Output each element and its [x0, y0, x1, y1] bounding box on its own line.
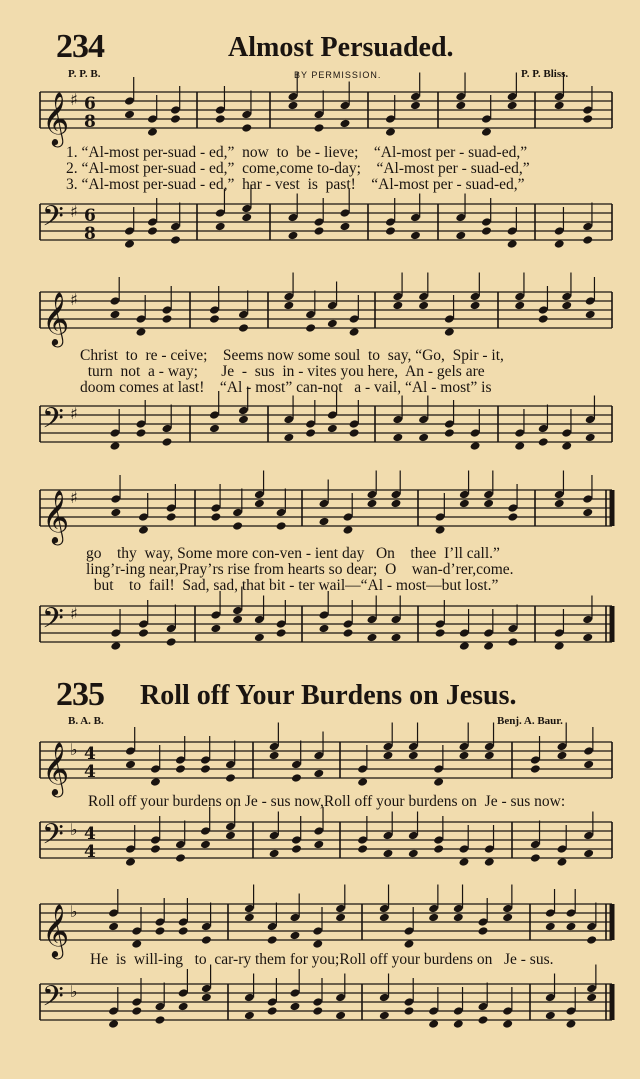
notehead: [147, 226, 158, 236]
notehead: [170, 114, 181, 124]
hymn-234-system-2-treble: [0, 284, 640, 344]
notehead: [283, 301, 294, 311]
time-signature-top: 6: [84, 94, 96, 114]
notehead: [418, 433, 429, 443]
notehead: [478, 1015, 489, 1025]
key-signature-icon: ♯: [70, 404, 78, 423]
notehead: [453, 913, 464, 923]
notehead: [238, 323, 249, 333]
notehead: [124, 110, 135, 120]
notehead: [538, 314, 549, 324]
key-signature-icon: ♭: [70, 740, 78, 759]
notehead: [507, 101, 518, 111]
bass-clef-icon: 𝄢: [42, 200, 64, 240]
notehead: [557, 751, 568, 761]
treble-clef-icon: 𝄞: [42, 741, 70, 795]
bass-clef-icon: 𝄢: [42, 818, 64, 858]
hymn-235-composer: Benj. A. Baur.: [497, 715, 563, 727]
notehead: [291, 844, 302, 854]
key-signature-icon: ♭: [70, 902, 78, 921]
notehead: [383, 751, 394, 761]
notehead: [291, 773, 302, 783]
hymn-234-verse-3-line-2: doom comes at last! “Al - most” can-not a - vail, “Al - most” is: [80, 379, 492, 396]
notehead: [276, 521, 287, 531]
notehead: [470, 441, 481, 451]
key-signature-icon: ♭: [70, 982, 78, 1001]
notehead: [545, 922, 556, 932]
bass-clef-icon: 𝄢: [42, 980, 64, 1020]
notehead: [478, 926, 489, 936]
notehead: [147, 127, 158, 137]
notehead: [125, 760, 136, 770]
notehead: [483, 641, 494, 651]
hymn-234-system-1-treble: [0, 84, 640, 144]
notehead: [484, 857, 495, 867]
notehead: [125, 857, 136, 867]
notehead: [357, 844, 368, 854]
notehead: [484, 751, 495, 761]
hymn-234-verse-1-line-1: 1. “Al-most per-suad - ed,” now to be - lieve; “Al-most per - suad-ed,”: [66, 144, 528, 161]
notehead: [561, 301, 572, 311]
key-signature-icon: ♯: [70, 290, 78, 309]
notehead: [583, 849, 594, 859]
notehead: [383, 849, 394, 859]
notehead: [290, 1002, 301, 1012]
notehead: [178, 926, 189, 936]
hymn-234-verse-2-line-3: ling’r-ing near,Pray’rs rise from hearts so dear; O wan-d’rer,come.: [86, 561, 514, 578]
key-signature-icon: ♯: [70, 604, 78, 623]
notehead: [530, 764, 541, 774]
notehead: [340, 119, 351, 129]
notehead: [582, 633, 593, 643]
notehead: [408, 849, 419, 859]
notehead: [136, 428, 147, 438]
notehead: [379, 1011, 390, 1021]
notehead: [367, 633, 378, 643]
notehead: [561, 441, 572, 451]
notehead: [209, 424, 220, 434]
hymn-234-permission: BY PERMISSION.: [294, 70, 382, 80]
notehead: [530, 853, 541, 863]
notehead: [335, 1011, 346, 1021]
notehead: [433, 777, 444, 787]
notehead: [554, 499, 565, 509]
bass-clef-icon: 𝄢: [42, 402, 64, 442]
notehead: [232, 615, 243, 625]
notehead: [392, 433, 403, 443]
hymn-235-system-1-treble: [0, 734, 640, 794]
notehead: [404, 939, 415, 949]
hymn-234-system-1-bass: [0, 196, 640, 256]
notehead: [459, 641, 470, 651]
notehead: [349, 327, 360, 337]
hymn-235-line-1: Roll off your burdens on Je - sus now,Roll off your burdens on Je - sus now:: [88, 793, 566, 810]
key-signature-icon: ♯: [70, 90, 78, 109]
notehead: [200, 840, 211, 850]
notehead: [554, 239, 565, 249]
time-signature-top: 4: [84, 744, 96, 764]
notehead: [166, 512, 177, 522]
notehead: [385, 226, 396, 236]
key-signature-icon: ♭: [70, 820, 78, 839]
hymn-234-verse-1-line-3: go thy way, Some more con-ven - ient day On thee I’ll call.”: [86, 545, 500, 562]
hymn-235-title: Roll off Your Burdens on Jesus.: [140, 680, 517, 711]
hymn-234-verse-1-line-2: Christ to re - ceive; Seems now some soul to say, “Go, Spir - it,: [80, 347, 504, 364]
notehead: [108, 1019, 119, 1029]
hymn-235-line-2: He is will-ing to car-ry them for you;Roll off your burdens on Je - sus.: [90, 951, 554, 968]
notehead: [514, 301, 525, 311]
notehead: [481, 226, 492, 236]
notehead: [201, 993, 212, 1003]
notehead: [314, 226, 325, 236]
notehead: [428, 1019, 439, 1029]
notehead: [200, 764, 211, 774]
notehead: [312, 1006, 323, 1016]
notehead: [110, 441, 121, 451]
notehead: [343, 628, 354, 638]
notehead: [385, 127, 396, 137]
notehead: [155, 926, 166, 936]
notehead: [408, 751, 419, 761]
notehead: [586, 935, 597, 945]
hymn-235-author: B. A. B.: [68, 715, 104, 727]
notehead: [162, 437, 173, 447]
notehead: [232, 521, 243, 531]
notehead: [131, 1006, 142, 1016]
notehead: [314, 123, 325, 133]
notehead: [110, 508, 121, 518]
notehead: [175, 853, 186, 863]
notehead: [470, 301, 481, 311]
notehead: [433, 844, 444, 854]
notehead: [582, 114, 593, 124]
notehead: [554, 641, 565, 651]
notehead: [254, 499, 265, 509]
notehead: [538, 437, 549, 447]
notehead: [131, 939, 142, 949]
notehead: [150, 777, 161, 787]
hymn-234-verse-3-line-1: 3. “Al-most per-suad - ed,” har - vest is past! “Al-most per - suad-ed,”: [66, 176, 525, 193]
notehead: [435, 525, 446, 535]
notehead: [288, 101, 299, 111]
notehead: [582, 508, 593, 518]
time-signature-bottom: 4: [84, 762, 96, 782]
notehead: [155, 1015, 166, 1025]
notehead: [244, 1011, 255, 1021]
notehead: [312, 939, 323, 949]
notehead: [305, 323, 316, 333]
notehead: [507, 637, 518, 647]
notehead: [367, 499, 378, 509]
notehead: [110, 310, 121, 320]
notehead: [585, 433, 596, 443]
hymn-235-system-1-bass: [0, 814, 640, 874]
notehead: [557, 857, 568, 867]
notehead: [319, 517, 330, 527]
notehead: [349, 428, 360, 438]
notehead: [410, 101, 421, 111]
notehead: [566, 1019, 577, 1029]
key-signature-icon: ♯: [70, 488, 78, 507]
notehead: [170, 235, 181, 245]
treble-clef-icon: 𝄞: [42, 91, 70, 145]
notehead: [428, 913, 439, 923]
notehead: [514, 441, 525, 451]
hymn-234-system-3-bass: [0, 598, 640, 658]
notehead: [502, 913, 513, 923]
hymn-234-verse-2-line-2: turn not a - way; Je - sus in - vites you here, An - gels are: [80, 363, 485, 380]
notehead: [244, 913, 255, 923]
notehead: [583, 760, 594, 770]
notehead: [455, 101, 466, 111]
hymn-235-system-2-treble: [0, 896, 640, 956]
notehead: [238, 415, 249, 425]
notehead: [391, 633, 402, 643]
notehead: [392, 301, 403, 311]
notehead: [241, 213, 252, 223]
hymn-234-composer: P. P. Bliss.: [521, 68, 569, 80]
notehead: [335, 913, 346, 923]
notehead: [162, 314, 173, 324]
hymn-234-author: P. P. B.: [68, 68, 101, 80]
notehead: [210, 512, 221, 522]
notehead: [313, 840, 324, 850]
time-signature-top: 4: [84, 824, 96, 844]
notehead: [444, 428, 455, 438]
notehead: [502, 1019, 513, 1029]
notehead: [124, 239, 135, 249]
notehead: [178, 1002, 189, 1012]
notehead: [566, 922, 577, 932]
notehead: [138, 628, 149, 638]
notehead: [459, 499, 470, 509]
hymn-234-system-2-bass: [0, 398, 640, 458]
notehead: [319, 624, 330, 634]
notehead: [459, 857, 470, 867]
notehead: [327, 424, 338, 434]
notehead: [254, 633, 265, 643]
notehead: [585, 310, 596, 320]
notehead: [215, 222, 226, 232]
notehead: [545, 1011, 556, 1021]
notehead: [175, 764, 186, 774]
notehead: [201, 935, 212, 945]
notehead: [108, 922, 119, 932]
notehead: [166, 637, 177, 647]
notehead: [391, 499, 402, 509]
hymn-234-verse-3-line-3: but to fail! Sad, sad, that bit - ter wail—“Al - most—but lost.”: [86, 577, 499, 594]
time-signature-bottom: 8: [84, 224, 96, 244]
notehead: [453, 1019, 464, 1029]
notehead: [483, 499, 494, 509]
notehead: [435, 628, 446, 638]
notehead: [410, 231, 421, 241]
notehead: [327, 319, 338, 329]
notehead: [241, 123, 252, 133]
notehead: [305, 428, 316, 438]
time-signature-bottom: 8: [84, 112, 96, 132]
treble-clef-icon: 𝄞: [42, 903, 70, 957]
notehead: [444, 327, 455, 337]
notehead: [209, 314, 220, 324]
bass-clef-icon: 𝄢: [42, 602, 64, 642]
notehead: [138, 525, 149, 535]
notehead: [269, 849, 280, 859]
notehead: [276, 628, 287, 638]
notehead: [283, 433, 294, 443]
time-signature-top: 6: [84, 206, 96, 226]
notehead: [459, 751, 470, 761]
treble-clef-icon: 𝄞: [42, 291, 70, 345]
notehead: [150, 844, 161, 854]
hymn-235-number: 235: [56, 676, 104, 713]
notehead: [404, 1006, 415, 1016]
notehead: [313, 769, 324, 779]
notehead: [582, 235, 593, 245]
hymn-235-system-2-bass: [0, 976, 640, 1036]
notehead: [357, 777, 368, 787]
notehead: [507, 239, 518, 249]
notehead: [554, 101, 565, 111]
notehead: [215, 114, 226, 124]
notehead: [343, 525, 354, 535]
notehead: [418, 301, 429, 311]
key-signature-icon: ♯: [70, 202, 78, 221]
hymn-234-system-3-treble: [0, 482, 640, 542]
hymn-234-verse-2-line-1: 2. “Al-most per-suad - ed,” come,come to-day; “Al-most per - suad-ed,”: [66, 160, 530, 177]
notehead: [267, 1006, 278, 1016]
notehead: [288, 231, 299, 241]
notehead: [110, 641, 121, 651]
time-signature-bottom: 4: [84, 842, 96, 862]
notehead: [290, 931, 301, 941]
hymn-234-title: Almost Persuaded.: [228, 32, 454, 63]
notehead: [269, 751, 280, 761]
notehead: [481, 127, 492, 137]
notehead: [136, 327, 147, 337]
notehead: [267, 935, 278, 945]
notehead: [340, 222, 351, 232]
notehead: [225, 831, 236, 841]
notehead: [455, 231, 466, 241]
notehead: [379, 913, 390, 923]
treble-clef-icon: 𝄞: [42, 489, 70, 543]
notehead: [225, 773, 236, 783]
notehead: [586, 993, 597, 1003]
notehead: [507, 512, 518, 522]
hymn-234-number: 234: [56, 28, 104, 65]
notehead: [210, 624, 221, 634]
